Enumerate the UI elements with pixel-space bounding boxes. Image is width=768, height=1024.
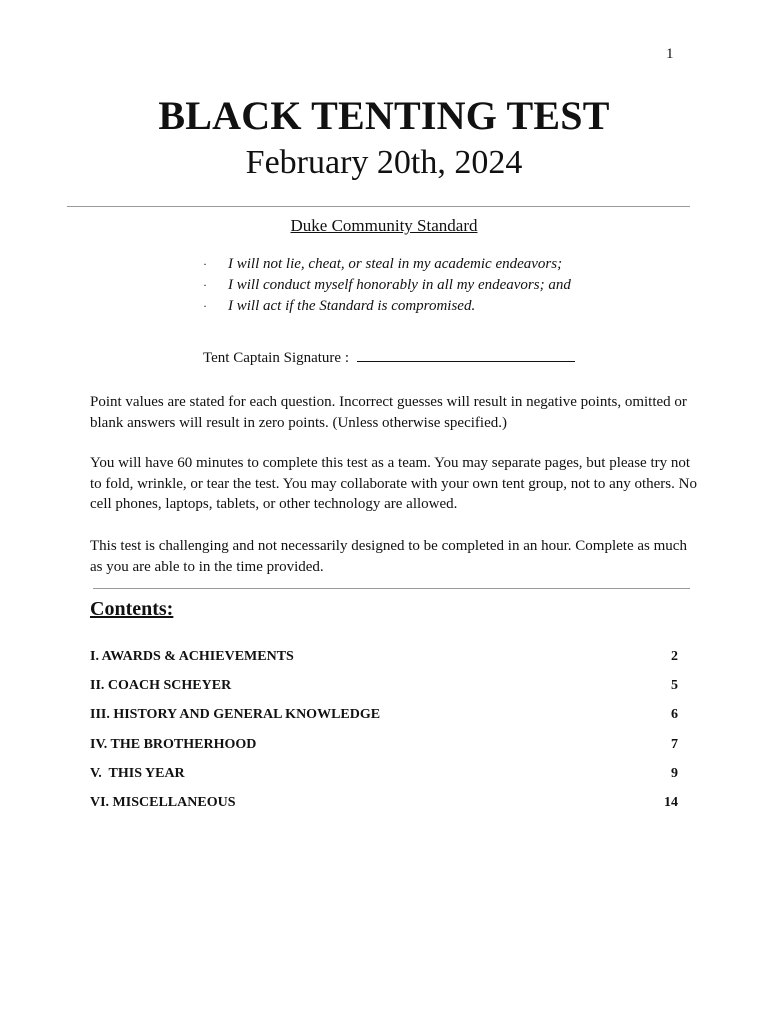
pledge-text: I will conduct myself honorably in all my endeavors; and	[228, 277, 571, 293]
document-date: February 20th, 2024	[245, 144, 523, 181]
table-of-contents	[90, 648, 678, 823]
instructions-paragraph: This test is challenging and not necessarily designed to be completed in an hour. Complete as much as you are able to in the time provided.	[90, 538, 687, 575]
toc-page-number: 9	[671, 765, 678, 781]
instructions-paragraph: You will have 60 minutes to complete this test as a team. You may separate pages, but please try not to fold, wrinkle, or tear the test. You may collaborate with your own tent group, not to any others. No cell phones, laptops, tablets, or other technology are allowed.	[90, 455, 697, 512]
toc-row	[90, 736, 678, 765]
bullet-dot-icon: ·	[203, 257, 207, 271]
toc-page-number: 2	[671, 649, 678, 664]
pledge-item	[203, 254, 571, 275]
toc-section-label: VI. MISCELLANEOUS	[90, 794, 236, 810]
pledge-text: I will act if the Standard is compromised.	[228, 298, 476, 314]
toc-page-number: 14	[664, 794, 678, 810]
toc-page-number: 5	[671, 678, 678, 694]
toc-page-number: 7	[671, 736, 678, 752]
page-number: 1	[666, 46, 674, 62]
contents-heading: Contents:	[90, 598, 174, 620]
toc-row	[90, 765, 678, 794]
toc-section-label: III. HISTORY AND GENERAL KNOWLEDGE	[90, 707, 381, 723]
instructions-paragraph: Point values are stated for each question. Incorrect guesses will result in negative points, omitted or blank answers will result in zero points. (Unless otherwise specified.)	[90, 394, 687, 431]
middle-divider	[93, 588, 690, 589]
pledge-text: I will not lie, cheat, or steal in my academic endeavors;	[228, 256, 563, 272]
toc-row	[90, 706, 678, 735]
toc-page-number: 6	[671, 707, 678, 723]
document-title: BLACK TENTING TEST	[158, 93, 610, 138]
bullet-dot-icon: ·	[203, 299, 207, 313]
signature-label: Tent Captain Signature :	[203, 350, 350, 366]
toc-section-label: II. COACH SCHEYER	[90, 678, 232, 694]
toc-section-label: V. THIS YEAR	[90, 765, 185, 781]
toc-row	[90, 677, 678, 706]
toc-section-label: IV. THE BROTHERHOOD	[90, 736, 257, 752]
toc-section-label: I. AWARDS & ACHIEVEMENTS	[90, 649, 294, 664]
top-divider	[67, 206, 690, 207]
signature-line[interactable]	[357, 349, 575, 362]
pledge-list	[203, 254, 571, 317]
community-standard-heading: Duke Community Standard	[290, 216, 478, 235]
pledge-item	[203, 296, 571, 317]
pledge-item	[203, 275, 571, 296]
bullet-dot-icon: ·	[203, 278, 207, 292]
signature-row	[203, 349, 575, 367]
toc-row	[90, 794, 678, 823]
toc-row	[90, 648, 678, 677]
